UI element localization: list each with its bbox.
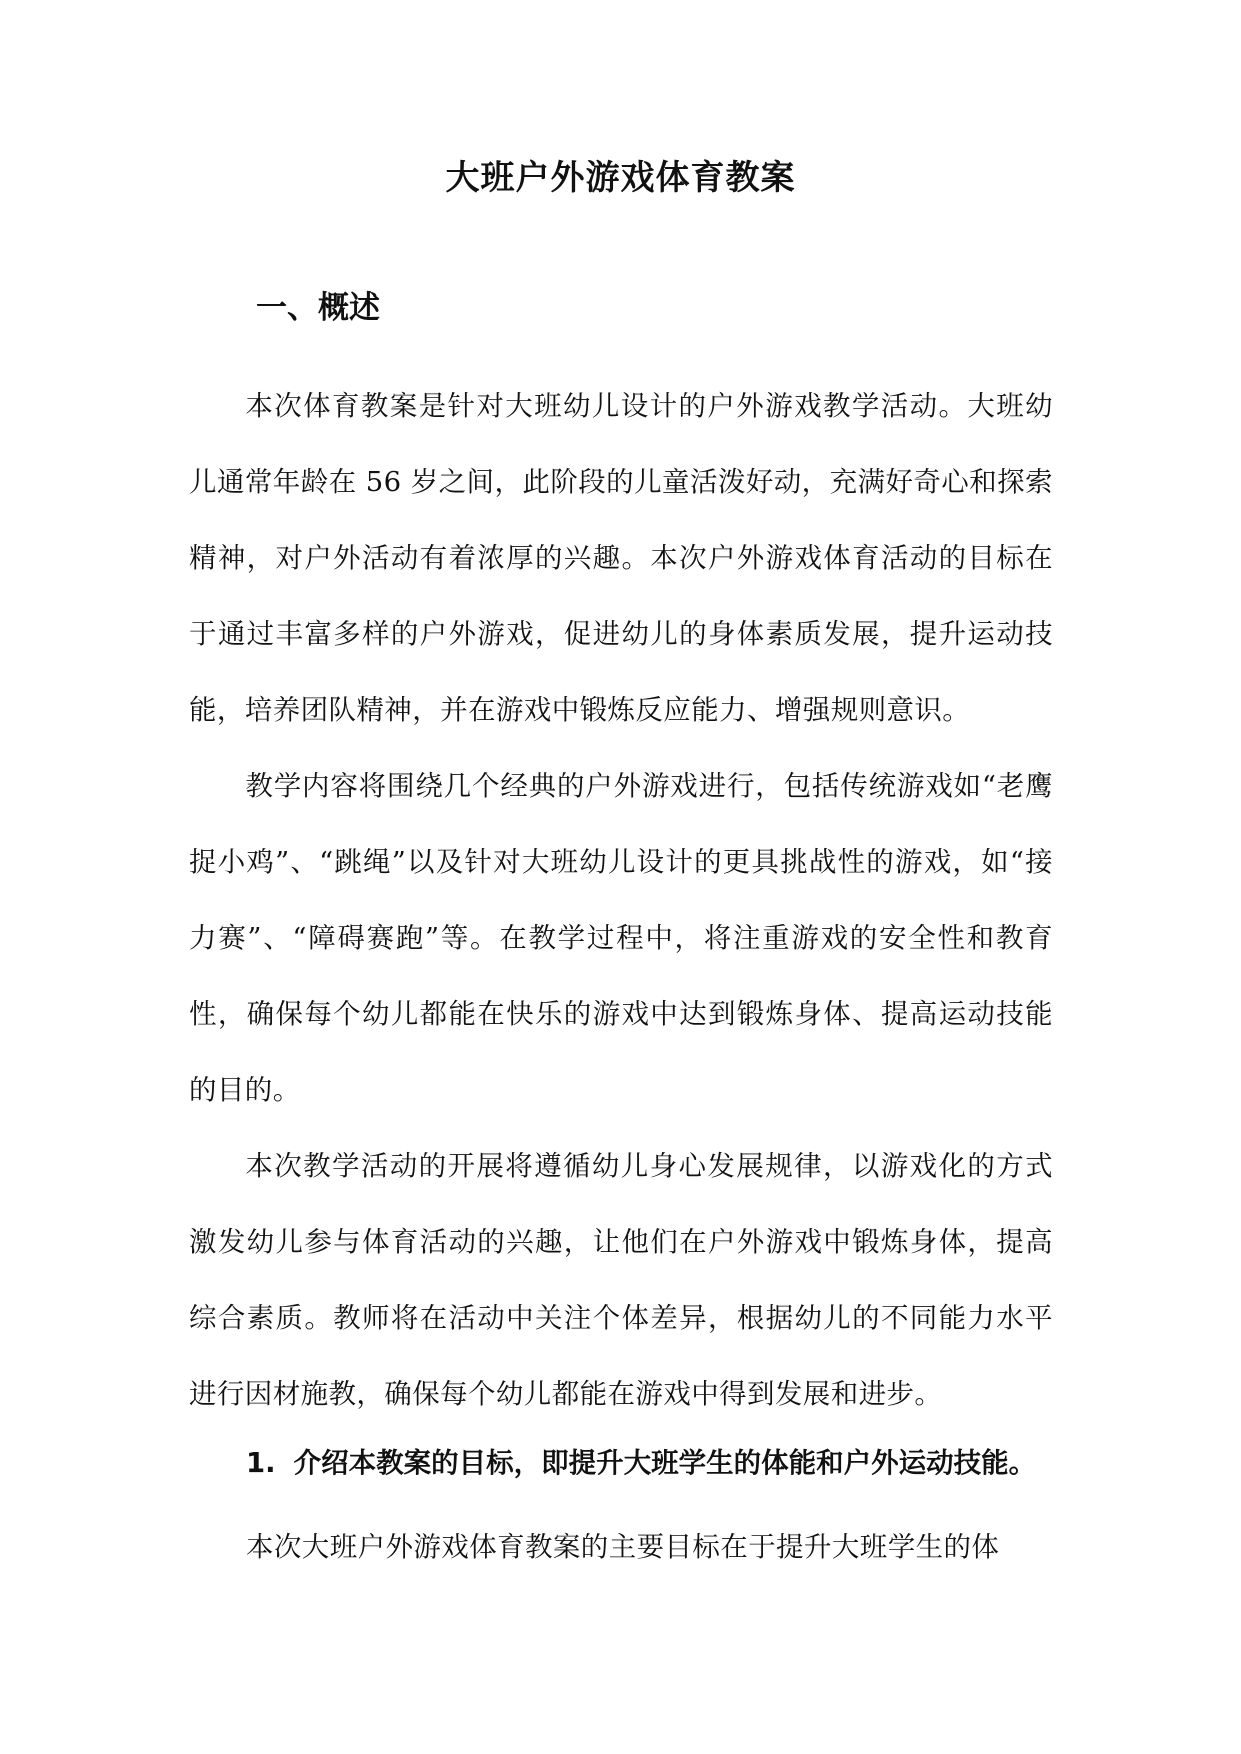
paragraph: 教学内容将围绕几个经典的户外游戏进行，包括传统游戏如“老鹰捉小鸡”、“跳绳”以及针对大班幼儿设计的更具挑战性的游戏，如“接力赛”、“障碍赛跑”等。在教学过程中，将注重游戏的安全性和教育性，确保每个幼儿都能在快乐的游戏中达到锻炼身体、提高运动技能的目的。 xyxy=(189,770,1053,1106)
document-title: 大班户外游戏体育教案 xyxy=(445,158,796,198)
paragraph: 本次大班户外游戏体育教案的主要目标在于提升大班学生的体 xyxy=(246,1531,1000,1563)
list-number: 1. xyxy=(246,1447,276,1479)
paragraph: 本次教学活动的开展将遵循幼儿身心发展规律，以游戏化的方式激发幼儿参与体育活动的兴趣，让他们在户外游戏中锻炼身体，提高综合素质。教师将在活动中关注个体差异，根据幼儿的不同能力水平进行因材施教，确保每个幼儿都能在游戏中得到发展和进步。 xyxy=(189,1150,1053,1410)
overview-body xyxy=(189,368,1053,1432)
numbered-heading-text: 介绍本教案的目标，即提升大班学生的体能和户外运动技能。 xyxy=(293,1447,1037,1479)
paragraph: 本次体育教案是针对大班幼儿设计的户外游戏教学活动。大班幼儿通常年龄在 56 岁之间，此阶段的儿童活泼好动，充满好奇心和探索精神，对户外活动有着浓厚的兴趣。本次户外游戏体育活动的目标在于通过丰富多样的户外游戏，促进幼儿的身体素质发展，提升运动技能，培养团队精神，并在游戏中锻炼反应能力、增强规则意识。 xyxy=(189,390,1053,726)
section-heading: 一、概述 xyxy=(256,290,380,326)
numbered-heading xyxy=(246,1440,1036,1480)
